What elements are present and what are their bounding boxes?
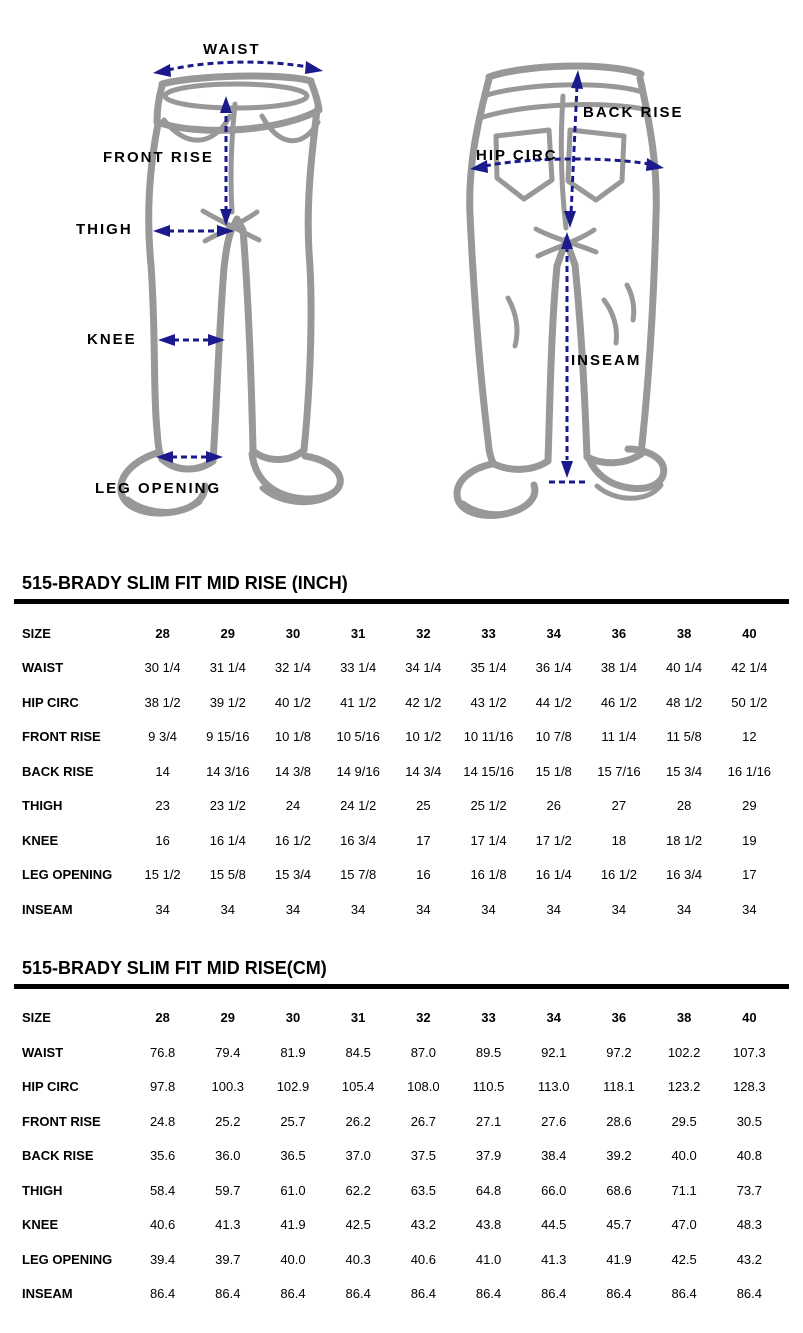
size-col-header: 31 (350, 625, 366, 641)
row-label: KNEE (22, 832, 59, 848)
value-cell: 34 (611, 901, 627, 917)
value-cell: 79.4 (215, 1044, 241, 1060)
size-header-row (22, 1001, 782, 1036)
table-row (22, 858, 782, 893)
value-cell: 97.2 (606, 1044, 632, 1060)
thigh-arrow (153, 225, 234, 237)
value-cell: 26.2 (345, 1113, 371, 1129)
value-cell: 16 1/2 (274, 832, 312, 848)
value-cell: 43.8 (475, 1217, 502, 1233)
value-cell: 14 15/16 (463, 763, 514, 779)
value-cell: 86.4 (606, 1286, 632, 1302)
row-label: FRONT RISE (22, 729, 101, 745)
value-cell: 27 (611, 798, 627, 814)
value-cell: 17 1/2 (535, 832, 572, 848)
value-cell: 37.5 (410, 1148, 436, 1164)
value-cell: 25 1/2 (470, 798, 507, 814)
size-col-header: 29 (220, 625, 236, 641)
value-cell: 100.3 (211, 1079, 245, 1095)
size-col-header: 30 (285, 625, 301, 641)
table-row (22, 720, 782, 755)
value-cell: 34 (155, 901, 170, 917)
value-cell: 61.0 (280, 1182, 306, 1198)
value-cell: 86.4 (475, 1286, 502, 1302)
knee-arrow (158, 334, 225, 346)
size-table (22, 616, 782, 927)
inch-size-section (0, 572, 803, 927)
knee-label: KNEE (87, 331, 137, 348)
value-cell: 41.9 (280, 1217, 306, 1233)
value-cell: 84.5 (345, 1044, 371, 1060)
value-cell: 66.0 (541, 1182, 567, 1198)
value-cell: 89.5 (475, 1044, 502, 1060)
value-cell: 29 (742, 798, 757, 814)
row-label: HIP CIRC (22, 1079, 79, 1095)
value-cell: 42.5 (345, 1217, 371, 1233)
value-cell: 34 (546, 901, 561, 917)
size-col-header: 40 (742, 1010, 757, 1026)
size-col-header: 32 (416, 1010, 431, 1026)
value-cell: 41.3 (215, 1217, 241, 1233)
hip-circ-label: HIP CIRC (476, 147, 558, 164)
value-cell: 9 15/16 (206, 729, 250, 745)
value-cell: 39.7 (215, 1251, 241, 1267)
value-cell: 16 1/16 (727, 763, 772, 779)
value-cell: 17 (416, 832, 431, 848)
size-col-header: 28 (155, 625, 170, 641)
leg-opening-label: LEG OPENING (95, 480, 222, 497)
value-cell: 97.8 (149, 1079, 176, 1095)
pants-measurement-diagram (0, 0, 803, 556)
value-cell: 17 (742, 867, 757, 883)
thigh-label: THIGH (76, 221, 133, 238)
value-cell: 30.5 (736, 1113, 762, 1129)
value-cell: 38 1/4 (600, 660, 637, 676)
value-cell: 37.0 (345, 1148, 371, 1164)
table-row (22, 1104, 782, 1139)
size-col-header: 30 (285, 1010, 301, 1026)
title-rule (14, 984, 789, 989)
back-rise-label: BACK RISE (583, 104, 684, 121)
value-cell: 86.4 (736, 1286, 762, 1302)
value-cell: 27.6 (541, 1113, 567, 1129)
value-cell: 34 (220, 901, 236, 917)
value-cell: 123.2 (667, 1079, 701, 1095)
table-row (22, 892, 782, 927)
value-cell: 41.3 (541, 1251, 567, 1267)
value-cell: 45.7 (606, 1217, 632, 1233)
value-cell: 42 1/4 (731, 660, 768, 676)
value-cell: 81.9 (280, 1044, 306, 1060)
value-cell: 11 1/4 (601, 729, 637, 745)
value-cell: 86.4 (541, 1286, 567, 1302)
value-cell: 25.7 (280, 1113, 306, 1129)
size-col-header: 33 (481, 625, 496, 641)
value-cell: 26 (546, 798, 561, 814)
value-cell: 16 1/4 (535, 867, 572, 883)
value-cell: 40 1/2 (274, 694, 312, 710)
value-cell: 11 5/8 (666, 729, 702, 745)
row-label: LEG OPENING (22, 1251, 113, 1267)
value-cell: 38.4 (541, 1148, 567, 1164)
value-cell: 17 1/4 (470, 832, 507, 848)
value-cell: 10 11/16 (463, 729, 514, 745)
value-cell: 30 1/4 (144, 660, 181, 676)
value-cell: 105.4 (341, 1079, 375, 1095)
value-cell: 59.7 (215, 1182, 241, 1198)
value-cell: 73.7 (736, 1182, 762, 1198)
row-label: SIZE (22, 625, 51, 641)
value-cell: 58.4 (149, 1182, 176, 1198)
value-cell: 39.4 (149, 1251, 176, 1267)
value-cell: 34 (481, 901, 496, 917)
inch-table-title: 515-BRADY SLIM FIT MID RISE (INCH) (22, 573, 348, 593)
table-row (22, 1277, 782, 1312)
inch-table-container (22, 616, 803, 927)
value-cell: 102.2 (667, 1044, 701, 1060)
value-cell: 36.5 (280, 1148, 306, 1164)
value-cell: 18 1/2 (666, 832, 703, 848)
size-col-header: 34 (546, 1010, 561, 1026)
value-cell: 68.6 (606, 1182, 632, 1198)
value-cell: 86.4 (345, 1286, 371, 1302)
value-cell: 16 1/2 (600, 867, 637, 883)
value-cell: 23 (155, 798, 170, 814)
value-cell: 27.1 (475, 1113, 502, 1129)
value-cell: 64.8 (475, 1182, 502, 1198)
value-cell: 18 (611, 832, 627, 848)
row-label: WAIST (22, 1044, 64, 1060)
value-cell: 86.4 (149, 1286, 176, 1302)
value-cell: 43.2 (736, 1251, 762, 1267)
value-cell: 15 7/8 (340, 867, 377, 883)
value-cell: 38 1/2 (144, 694, 181, 710)
title-rule (14, 599, 789, 604)
value-cell: 28 (676, 798, 692, 814)
value-cell: 42.5 (671, 1251, 697, 1267)
size-col-header: 28 (155, 1010, 170, 1026)
value-cell: 39 1/2 (209, 694, 246, 710)
value-cell: 36.0 (215, 1148, 241, 1164)
value-cell: 34 (742, 901, 757, 917)
value-cell: 25.2 (215, 1113, 241, 1129)
table-row (22, 685, 782, 720)
cm-size-section (0, 957, 803, 1312)
table-row (22, 1242, 782, 1277)
value-cell: 10 1/8 (274, 729, 312, 745)
back-pants-drawing (457, 66, 664, 515)
value-cell: 15 7/16 (597, 763, 641, 779)
value-cell: 33 1/4 (340, 660, 377, 676)
value-cell: 48.3 (736, 1217, 762, 1233)
value-cell: 40.6 (410, 1251, 436, 1267)
size-col-header: 38 (676, 1010, 692, 1026)
size-header-row (22, 616, 782, 651)
value-cell: 24 (285, 798, 301, 814)
size-col-header: 36 (611, 625, 627, 641)
value-cell: 48 1/2 (666, 694, 703, 710)
value-cell: 87.0 (410, 1044, 436, 1060)
value-cell: 39.2 (606, 1148, 632, 1164)
value-cell: 113.0 (537, 1079, 570, 1095)
size-col-header: 32 (416, 625, 431, 641)
value-cell: 128.3 (733, 1079, 766, 1095)
value-cell: 44.5 (541, 1217, 567, 1233)
value-cell: 118.1 (603, 1079, 635, 1095)
table-row (22, 1139, 782, 1174)
value-cell: 15 1/8 (535, 763, 572, 779)
value-cell: 76.8 (149, 1044, 176, 1060)
cm-table-container (22, 1001, 803, 1312)
value-cell: 108.0 (407, 1079, 440, 1095)
front-pants-drawing (121, 76, 340, 513)
value-cell: 14 (155, 763, 170, 779)
value-cell: 41 1/2 (340, 694, 377, 710)
value-cell: 25 (416, 798, 431, 814)
table-row (22, 754, 782, 789)
size-col-header: 34 (546, 625, 561, 641)
value-cell: 34 1/4 (405, 660, 442, 676)
value-cell: 43.2 (410, 1217, 436, 1233)
value-cell: 16 1/4 (209, 832, 246, 848)
value-cell: 34 (416, 901, 431, 917)
value-cell: 86.4 (215, 1286, 241, 1302)
table-row (22, 1173, 782, 1208)
value-cell: 47.0 (671, 1217, 697, 1233)
measurement-diagram-svg (0, 0, 803, 556)
row-label: BACK RISE (22, 1148, 94, 1164)
value-cell: 37.9 (475, 1148, 502, 1164)
value-cell: 29.5 (671, 1113, 697, 1129)
value-cell: 36 1/4 (535, 660, 572, 676)
value-cell: 35 1/4 (470, 660, 507, 676)
value-cell: 16 3/4 (666, 867, 703, 883)
value-cell: 107.3 (733, 1044, 766, 1060)
value-cell: 16 1/8 (470, 867, 507, 883)
value-cell: 110.5 (472, 1079, 505, 1095)
value-cell: 41.0 (475, 1251, 502, 1267)
front-rise-label: FRONT RISE (103, 149, 214, 166)
row-label: THIGH (22, 798, 63, 814)
value-cell: 15 1/2 (144, 867, 181, 883)
size-table (22, 1001, 782, 1312)
value-cell: 15 3/4 (666, 763, 703, 779)
value-cell: 46 1/2 (600, 694, 637, 710)
inseam-label: INSEAM (571, 352, 642, 369)
value-cell: 86.4 (280, 1286, 306, 1302)
value-cell: 23 1/2 (209, 798, 246, 814)
row-label: KNEE (22, 1217, 59, 1233)
size-col-header: 31 (350, 1010, 366, 1026)
value-cell: 40.3 (345, 1251, 371, 1267)
value-cell: 86.4 (671, 1286, 697, 1302)
value-cell: 35.6 (149, 1148, 176, 1164)
value-cell: 16 (155, 832, 170, 848)
value-cell: 40.8 (736, 1148, 762, 1164)
value-cell: 34 (285, 901, 301, 917)
table-row (22, 1035, 782, 1070)
value-cell: 19 (742, 832, 757, 848)
value-cell: 86.4 (410, 1286, 436, 1302)
value-cell: 34 (350, 901, 366, 917)
row-label: LEG OPENING (22, 867, 113, 883)
value-cell: 50 1/2 (731, 694, 768, 710)
value-cell: 92.1 (541, 1044, 567, 1060)
value-cell: 102.9 (276, 1079, 310, 1095)
value-cell: 41.9 (606, 1251, 632, 1267)
value-cell: 32 1/4 (274, 660, 312, 676)
table-row (22, 651, 782, 686)
value-cell: 26.7 (410, 1113, 436, 1129)
value-cell: 10 5/16 (336, 729, 380, 745)
value-cell: 28.6 (606, 1113, 632, 1129)
size-col-header: 40 (742, 625, 757, 641)
row-label: SIZE (22, 1010, 51, 1026)
table-row (22, 1208, 782, 1243)
value-cell: 44 1/2 (535, 694, 572, 710)
value-cell: 31 1/4 (209, 660, 246, 676)
table-row (22, 789, 782, 824)
value-cell: 14 9/16 (336, 763, 380, 779)
size-col-header: 33 (481, 1010, 496, 1026)
row-label: FRONT RISE (22, 1113, 101, 1129)
value-cell: 14 3/8 (274, 763, 312, 779)
value-cell: 15 3/4 (274, 867, 312, 883)
value-cell: 15 5/8 (209, 867, 246, 883)
row-label: BACK RISE (22, 763, 94, 779)
value-cell: 40.6 (149, 1217, 176, 1233)
table-row (22, 823, 782, 858)
value-cell: 10 7/8 (535, 729, 572, 745)
waist-label: WAIST (203, 41, 261, 58)
row-label: INSEAM (22, 1286, 73, 1302)
value-cell: 42 1/2 (405, 694, 442, 710)
row-label: HIP CIRC (22, 694, 79, 710)
cm-table-title: 515-BRADY SLIM FIT MID RISE(CM) (22, 957, 327, 978)
value-cell: 16 (416, 867, 431, 883)
row-label: WAIST (22, 660, 64, 676)
value-cell: 10 1/2 (405, 729, 442, 745)
value-cell: 40 1/4 (666, 660, 703, 676)
value-cell: 12 (742, 729, 757, 745)
value-cell: 16 3/4 (340, 832, 377, 848)
size-col-header: 29 (220, 1010, 236, 1026)
value-cell: 71.1 (671, 1182, 697, 1198)
size-col-header: 38 (676, 625, 692, 641)
value-cell: 34 (676, 901, 692, 917)
value-cell: 24.8 (149, 1113, 176, 1129)
row-label: THIGH (22, 1182, 63, 1198)
value-cell: 9 3/4 (148, 729, 178, 745)
value-cell: 14 3/16 (206, 763, 250, 779)
value-cell: 63.5 (410, 1182, 436, 1198)
table-row (22, 1070, 782, 1105)
size-col-header: 36 (611, 1010, 627, 1026)
row-label: INSEAM (22, 901, 73, 917)
value-cell: 40.0 (671, 1148, 697, 1164)
value-cell: 14 3/4 (405, 763, 442, 779)
value-cell: 40.0 (280, 1251, 306, 1267)
value-cell: 24 1/2 (340, 798, 377, 814)
value-cell: 62.2 (345, 1182, 371, 1198)
value-cell: 43 1/2 (470, 694, 507, 710)
